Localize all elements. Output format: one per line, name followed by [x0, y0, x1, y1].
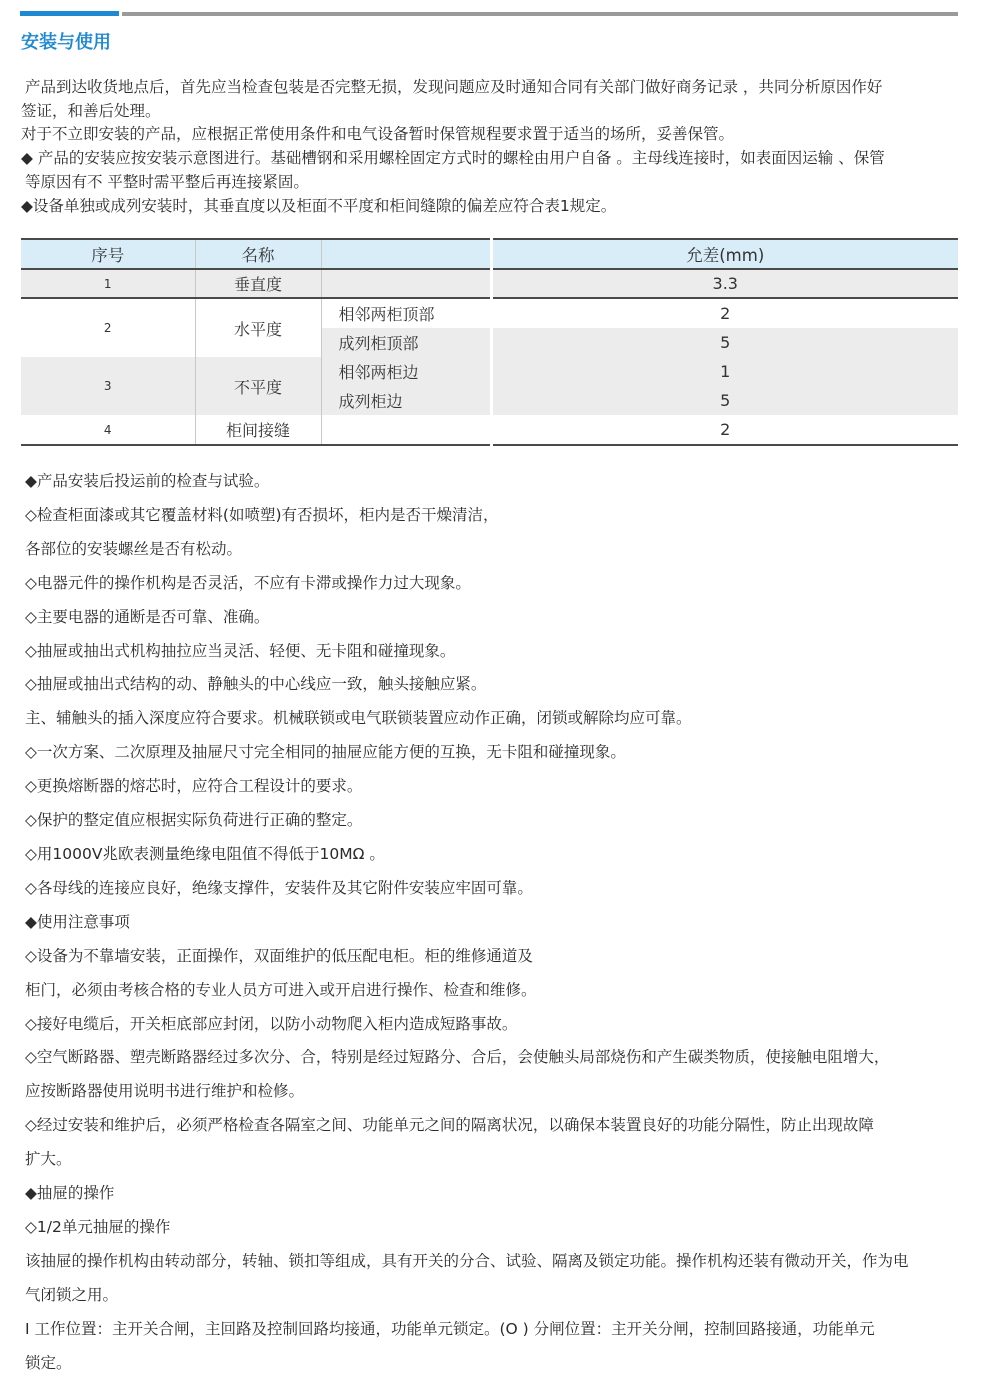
- row-value: 5: [491, 386, 958, 415]
- body-line: 该抽屉的操作机构由转动部分，转轴、锁扣等组成，具有开关的分合、试验、隔离及锁定功能。操作机构还装有微动开关，作为电: [25, 1251, 909, 1270]
- body-line: ◇各母线的连接应良好，绝缘支撑件，安装件及其它附件安装应牢固可靠。: [25, 878, 533, 897]
- row-sub: [321, 269, 491, 298]
- table-row: [21, 298, 958, 327]
- body-line: ◇主要电器的通断是否可靠、准确。: [25, 607, 270, 626]
- tolerance-table: [21, 238, 958, 446]
- body-line: ◇经过安装和维护后，必须严格检查各隔室之间、功能单元之间的隔离状况，以确保本装置良好的功能分隔性，防止出现故障: [25, 1116, 874, 1135]
- title-accent-bar: [20, 11, 119, 16]
- row-sub: 成列柜顶部: [321, 328, 491, 357]
- header-no: 序号: [21, 239, 195, 269]
- row-value: 3.3: [491, 269, 958, 298]
- table-header-row: [21, 239, 958, 269]
- row-no: 1: [21, 269, 195, 298]
- title-divider: [122, 12, 958, 16]
- body-line: 锁定。: [25, 1353, 72, 1372]
- body-line: ◆使用注意事项: [25, 912, 130, 931]
- body-line: ◇一次方案、二次原理及抽屉尺寸完全相同的抽屉应能方便的互换，无卡阻和碰撞现象。: [25, 743, 626, 762]
- row-value: 2: [491, 298, 958, 327]
- body-line: ◇更换熔断器的熔芯时，应符合工程设计的要求。: [25, 777, 363, 796]
- table-row: [21, 415, 958, 444]
- body-line: ◆抽屉的操作: [25, 1184, 115, 1203]
- intro-line: 对于不立即安装的产品，应根据正常使用条件和电气设备暂时保管规程要求置于适当的场所，妥善保管。: [21, 125, 735, 144]
- body-line: ◇抽屉或抽出式结构的动、静触头的中心线应一致，触头接触应紧。: [25, 675, 487, 694]
- body-line: 各部位的安装螺丝是否有松动。: [25, 539, 243, 558]
- row-sub: 相邻两柜顶部: [321, 298, 491, 327]
- body-line: ◇1/2单元抽屉的操作: [25, 1217, 171, 1236]
- body-line: ◇检查柜面漆或其它覆盖材料(如喷塑)有否损坏，柜内是否干燥清洁，: [25, 505, 499, 524]
- row-sub: 成列柜边: [321, 386, 491, 415]
- body-line: ◇空气断路器、塑壳断路器经过多次分、合，特别是经过短路分、合后，会使触头局部烧伤和产生碳类物质，使接触电阻增大，: [25, 1048, 890, 1067]
- body-line: ◇抽屉或抽出式机构抽拉应当灵活、轻便、无卡阻和碰撞现象。: [25, 641, 456, 660]
- body-line: ◇接好电缆后，开关柜底部应封闭，以防小动物爬入柜内造成短路事故。: [25, 1014, 518, 1033]
- table-row: [21, 357, 958, 386]
- row-name: 不平度: [195, 357, 321, 416]
- body-line: 扩大。: [25, 1150, 72, 1169]
- row-no: 3: [21, 357, 195, 416]
- intro-line: 产品到达收货地点后，首先应当检查包装是否完整无损，发现问题应及时通知合同有关部门做好商务记录 ，共同分析原因作好: [25, 78, 883, 96]
- row-name: 垂直度: [195, 269, 321, 298]
- row-sub: [321, 415, 491, 444]
- header-name: 名称: [195, 239, 321, 269]
- body-line: ◇设备为不靠墙安装，正面操作，双面维护的低压配电柜。柜的维修通道及: [25, 946, 533, 965]
- body-line: Ⅰ 工作位置：主开关合闸，主回路及控制回路均接通，功能单元锁定。(O ) 分闸位置：主开关分闸，控制回路接通，功能单元: [25, 1319, 875, 1338]
- intro-line: ◆设备单独或成列安装时，其垂直度以及柜面不平度和柜间缝隙的偏差应符合表1规定。: [21, 196, 617, 215]
- intro-line: ◆ 产品的安装应按安装示意图进行。基础槽钢和采用螺栓固定方式时的螺栓由用户自备 。主母线连接时，如表面因运输 、保管: [21, 149, 885, 168]
- header-tolerance: 允差(mm): [491, 239, 958, 269]
- row-no: 2: [103, 321, 112, 336]
- row-value: 5: [491, 328, 958, 357]
- header-sub: [321, 239, 491, 269]
- row-value: 2: [491, 415, 958, 444]
- row-sub: 相邻两柜边: [321, 357, 491, 386]
- body-line: 应按断路器使用说明书进行维护和检修。: [25, 1082, 305, 1101]
- body-line: ◇保护的整定值应根据实际负荷进行正确的整定。: [25, 811, 363, 830]
- body-line: 气闭锁之用。: [25, 1285, 119, 1304]
- instruction-body: [25, 465, 990, 1379]
- row-value: 1: [491, 357, 958, 386]
- body-line: 主、辅触头的插入深度应符合要求。机械联锁或电气联锁装置应动作正确，闭锁或解除均应可靠。: [25, 709, 692, 728]
- intro-line: 签证，和善后处理。: [21, 101, 161, 120]
- row-name: 水平度: [195, 298, 321, 357]
- row-no: 4: [21, 415, 195, 444]
- intro-line: 等原因有不 平整时需平整后再连接紧固。: [25, 172, 309, 191]
- table-row: [21, 269, 958, 298]
- intro-paragraphs: [21, 76, 971, 218]
- section-title: 安装与使用: [21, 32, 111, 53]
- body-line: ◆产品安装后投运前的检查与试验。: [25, 472, 270, 490]
- body-line: 柜门，必须由考核合格的专业人员方可进入或开启进行操作、检查和维修。: [25, 980, 537, 999]
- row-name: 柜间接缝: [195, 415, 321, 444]
- body-line: ◇用1000V兆欧表测量绝缘电阻值不得低于10MΩ 。: [25, 844, 385, 863]
- body-line: ◇电器元件的操作机构是否灵活，不应有卡滞或操作力过大现象。: [25, 573, 471, 592]
